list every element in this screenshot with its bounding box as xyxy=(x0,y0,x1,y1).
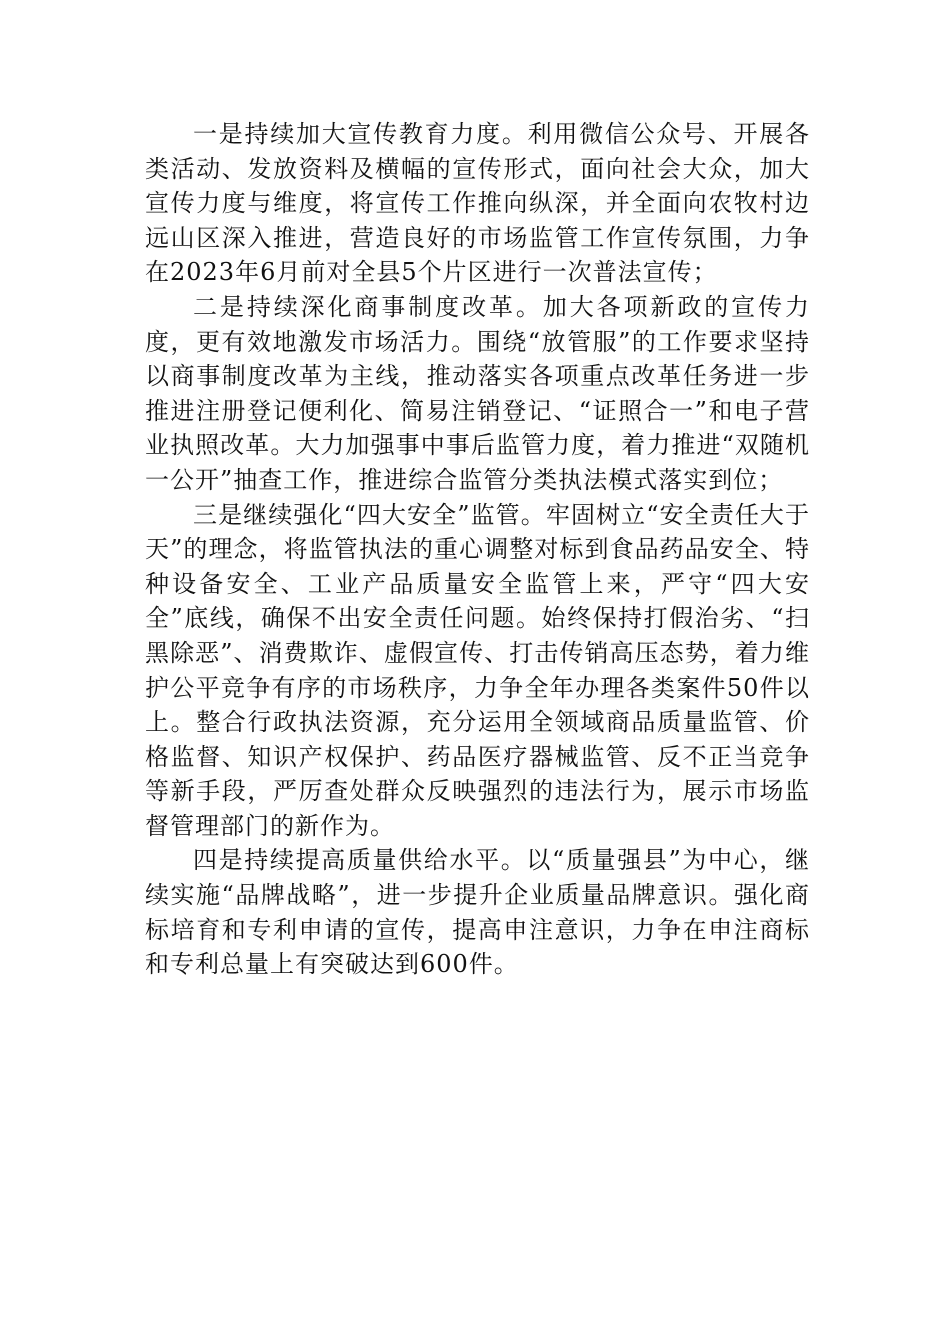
paragraph-four-safety-supervision: 三是继续强化“四大安全”监管。牢固树立“安全责任大于天”的理念，将监管执法的重心调整对标到食品药品安全、特种设备安全、工业产品质量安全监管上来，严守“四大安全”底线，确保不出安全责任问题。始终保持打假治劣、“扫黑除恶”、消费欺诈、虚假宣传、打击传销高压态势，着力维护公平竞争有序的市场秩序，力争全年办理各类案件50件以上。整合行政执法资源，充分运用全领域商品质量监管、价格监督、知识产权保护、药品医疗器械监管、反不正当竞争等新手段，严厉查处群众反映强烈的违法行为，展示市场监督管理部门的新作为。 xyxy=(145,500,810,840)
paragraph-commercial-reform: 二是持续深化商事制度改革。加大各项新政的宣传力度，更有效地激发市场活力。围绕“放管服”的工作要求坚持以商事制度改革为主线，推动落实各项重点改革任务进一步推进注册登记便利化、简易注销登记、“证照合一”和电子营业执照改革。大力加强事中事后监管力度，着力推进“双随机一公开”抽查工作，推进综合监管分类执法模式落实到位； xyxy=(145,292,810,494)
paragraph-publicity-education: 一是持续加大宣传教育力度。利用微信公众号、开展各类活动、发放资料及横幅的宣传形式，面向社会大众，加大宣传力度与维度，将宣传工作推向纵深，并全面向农牧村边远山区深入推进，营造良好的市场监管工作宣传氛围，力争在2023年6月前对全县5个片区进行一次普法宣传； xyxy=(145,120,810,287)
paragraph-quality-supply: 四是持续提高质量供给水平。以“质量强县”为中心，继续实施“品牌战略”，进一步提升企业质量品牌意识。强化商标培育和专利申请的宣传，提高申注意识，力争在申注商标和专利总量上有突破达到600件。 xyxy=(145,846,810,979)
document-body xyxy=(145,117,810,982)
